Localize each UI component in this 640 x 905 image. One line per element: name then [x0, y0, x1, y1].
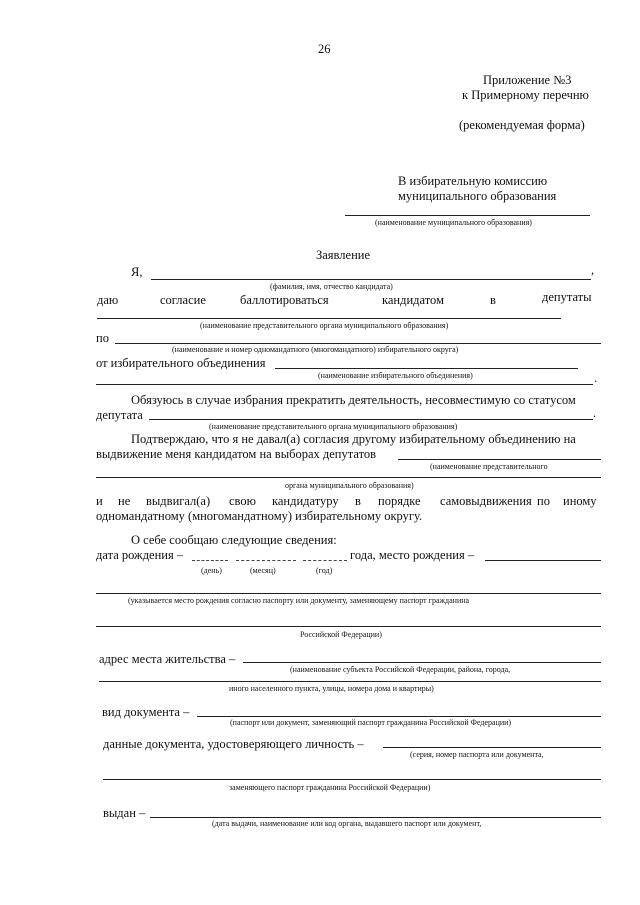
birthplace-field[interactable]	[485, 560, 601, 561]
addressee-line1: В избирательную комиссию	[398, 174, 548, 188]
address-label: адрес места жительства –	[99, 652, 236, 666]
day-hint: (день)	[201, 566, 222, 575]
issued-label: выдан –	[103, 806, 146, 820]
self-w4: свою	[229, 494, 256, 508]
consent-word1: даю	[97, 293, 119, 307]
issued-hint: (дата выдачи, наименование или код органа, выдавшего паспорт или документ,	[212, 819, 482, 828]
association-end: .	[594, 371, 598, 385]
doc-data-label: данные документа, удостоверяющего личность –	[103, 737, 364, 751]
birth-month-field[interactable]	[236, 560, 296, 561]
birth-year-field[interactable]	[303, 560, 347, 561]
self-line2: одномандатному (многомандатному) избирательному округу.	[96, 509, 423, 523]
issued-field[interactable]	[150, 817, 601, 818]
po-prefix: по	[96, 331, 109, 345]
election-line[interactable]	[398, 459, 601, 460]
self-w5: кандидатуру	[272, 494, 339, 508]
self-w1: и	[96, 494, 103, 508]
appendix-line2: к Примерному перечню	[462, 88, 589, 102]
page-number: 26	[318, 42, 331, 56]
address-field[interactable]	[243, 662, 601, 663]
i-suffix: ,	[591, 263, 595, 277]
confirm-hint1: (наименование представительного	[430, 462, 548, 471]
confirm-line2: выдвижение меня кандидатом на выборах депутатов	[96, 447, 377, 461]
consent-word2: согласие	[160, 293, 206, 307]
address-line2[interactable]	[99, 681, 601, 682]
consent-word3: баллотироваться	[240, 293, 329, 307]
fio-line[interactable]	[151, 279, 591, 280]
district-hint: (наименование и номер одномандатного (многомандатного) избирательного округа)	[172, 345, 459, 354]
association-hint: (наименование избирательного объединения)	[318, 371, 473, 380]
year-word: года, место рождения –	[350, 548, 475, 562]
association-line2[interactable]	[96, 384, 593, 385]
addressee-line2: муниципального образования	[398, 189, 557, 203]
association-line[interactable]	[275, 368, 578, 369]
fio-hint: (фамилия, имя, отчество кандидата)	[270, 282, 393, 291]
birth-date-label: дата рождения –	[96, 548, 184, 562]
self-w6: в	[355, 494, 361, 508]
form-note: (рекомендуемая форма)	[459, 118, 585, 132]
doc-data-hint2: заменяющего паспорт гражданина Российской Федерации)	[229, 783, 431, 792]
municipality-line[interactable]	[345, 215, 590, 216]
district-line[interactable]	[115, 343, 601, 344]
council-line[interactable]	[97, 318, 561, 319]
doc-type-hint: (паспорт или документ, заменяющий паспорт гражданина Российской Федерации)	[230, 718, 512, 727]
oblige-hint: (наименование представительного органа муниципального образования)	[209, 422, 458, 431]
oblige-line1: Обязуюсь в случае избрания прекратить деятельность, несовместимую со статусом	[131, 393, 576, 407]
birth-day-field[interactable]	[192, 560, 228, 561]
consent-word5: в	[490, 293, 496, 307]
birthplace-hint1: (указывается место рождения согласно паспорту или документу, заменяющему паспорт гражданина	[128, 596, 470, 605]
municipality-hint: (наименование муниципального образования)	[375, 218, 532, 227]
doc-type-label: вид документа –	[102, 705, 190, 719]
council-hint: (наименование представительного органа муниципального образования)	[200, 321, 449, 330]
election-line2[interactable]	[96, 477, 601, 478]
birthplace-hint2: Российской Федерации)	[300, 630, 382, 639]
month-hint: (месяц)	[250, 566, 276, 575]
birthplace-line2[interactable]	[96, 593, 601, 594]
birthplace-line3[interactable]	[96, 626, 601, 627]
self-w3: выдвигал(а)	[146, 494, 211, 508]
self-w10: иному	[563, 494, 597, 508]
doc-data-hint1: (серия, номер паспорта или документа,	[410, 750, 544, 759]
i-prefix: Я,	[131, 265, 143, 279]
oblige-line2: депутата	[96, 408, 143, 422]
info-intro: О себе сообщаю следующие сведения:	[131, 533, 337, 547]
appendix-line1: Приложение №3	[483, 73, 572, 87]
confirm-hint2: органа муниципального образования)	[285, 481, 414, 490]
association-label: от избирательного объединения	[96, 356, 266, 370]
consent-word4: кандидатом	[382, 293, 444, 307]
deputy-body-line[interactable]	[149, 419, 593, 420]
self-w8: самовыдвижения	[440, 494, 532, 508]
oblige-end: .	[593, 406, 597, 420]
address-hint2: иного населенного пункта, улицы, номера дома и квартиры)	[229, 684, 434, 693]
self-w9: по	[537, 494, 550, 508]
year-hint: (год)	[316, 566, 333, 575]
doc-data-line2[interactable]	[103, 779, 601, 780]
document-title: Заявление	[316, 248, 371, 262]
confirm-line1: Подтверждаю, что я не давал(а) согласия другому избирательному объединению на	[131, 432, 576, 446]
doc-type-field[interactable]	[197, 716, 601, 717]
address-hint1: (наименование субъекта Российской Федерации, района, города,	[290, 665, 511, 674]
doc-data-field[interactable]	[383, 747, 601, 748]
self-w2: не	[118, 494, 131, 508]
consent-word6: депутаты	[542, 290, 592, 304]
self-w7: порядке	[378, 494, 421, 508]
